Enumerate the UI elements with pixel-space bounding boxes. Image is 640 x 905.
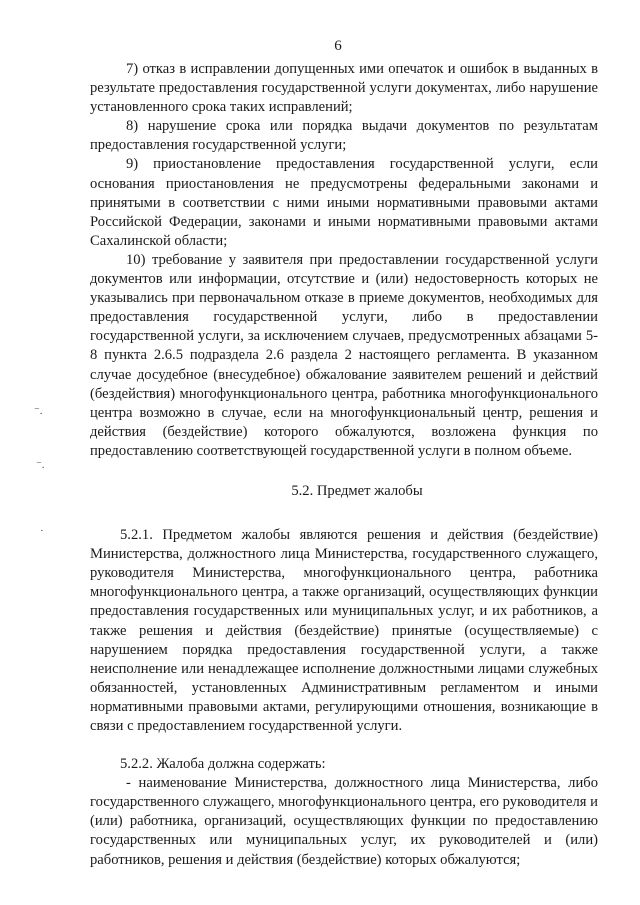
list-item-8: 8) нарушение срока или порядка выдачи документов по результатам предоставления государственной услуги;: [90, 118, 598, 154]
spacer: [90, 501, 598, 526]
list-item-9: 9) приостановление предоставления государственной услуги, если основания приостановления не предусмотрены федеральными законами и принятыми в соответствии с ними иными нормативными правовыми актами Российской Федерации, законами и иными нормативными правовыми актами Сахалинской области;: [90, 156, 598, 249]
spacer: [90, 461, 598, 482]
spacer: [90, 736, 598, 755]
paragraph-5-2-1: 5.2.1. Предметом жалобы являются решения и действия (бездействие) Министерства, должностного лица Министерства, государственного служащего, руководителя Министерства, многофункционального центра, работника многофункционального центра, а также организаций, осуществляющих функции предоставления государственных или муниципальных услуг, и их работников, а также решения и действия (бездействие) принятые (осуществляемые) с нарушением порядка предоставления государственной услуги, а также неисполнение или ненадлежащее исполнение должностными лицами служебных обязанностей, установленных Административным регламентом и иными нормативными правовыми актами, регулирующими отношения, возникающие в связи с предоставлением государственной услуги.: [90, 527, 598, 734]
scan-mark-icon: ⁻.: [34, 405, 43, 417]
paragraph-5-2-2-intro: 5.2.2. Жалоба должна содержать:: [120, 756, 326, 773]
scan-mark-icon: ⁻.: [36, 459, 45, 471]
list-item-10: 10) требование у заявителя при предоставлении государственной услуги документов или информации, отсутствие и (или) недостоверность которых не указывались при первоначальном отказе в приеме документов, необходимых для предоставления государственной услуги, либо в предоставлении государственной услуги, за исключением случаев, предусмотренных абзацами 5-8 пункта 2.6.5 подраздела 2.6 раздела 2 настоящего регламента. В указанном случае досудебное (внесудебное) обжалование заявителем решений и действий (бездействия) многофункционального центра, работника многофункционального центра возможно в случае, если на многофункциональный центр, решения и действия (бездействие) которого обжалуются, возложена функция по предоставлению соответствующей государственной услуги в полном объеме.: [90, 251, 598, 459]
list-item-7: 7) отказ в исправлении допущенных ими опечаток и ошибок в выданных в результате предоставления государственной услуги документах, либо нарушение установленного срока таких исправлений;: [90, 61, 598, 116]
paragraph-5-2-2-item: - наименование Министерства, должностного лица Министерства, либо государственного служащего, многофункционального центра, его руководителя и (или) работника, организаций, осуществляющих функции по предоставлению государственных или муниципальных услуг, их руководителей и (или) работников, решения и действия (бездействие) которых обжалуются;: [90, 775, 598, 868]
document-body: [90, 60, 598, 870]
page-number: 6: [334, 38, 342, 54]
section-heading: 5.2. Предмет жалобы: [291, 482, 423, 499]
scan-mark-icon: ·: [40, 525, 44, 537]
